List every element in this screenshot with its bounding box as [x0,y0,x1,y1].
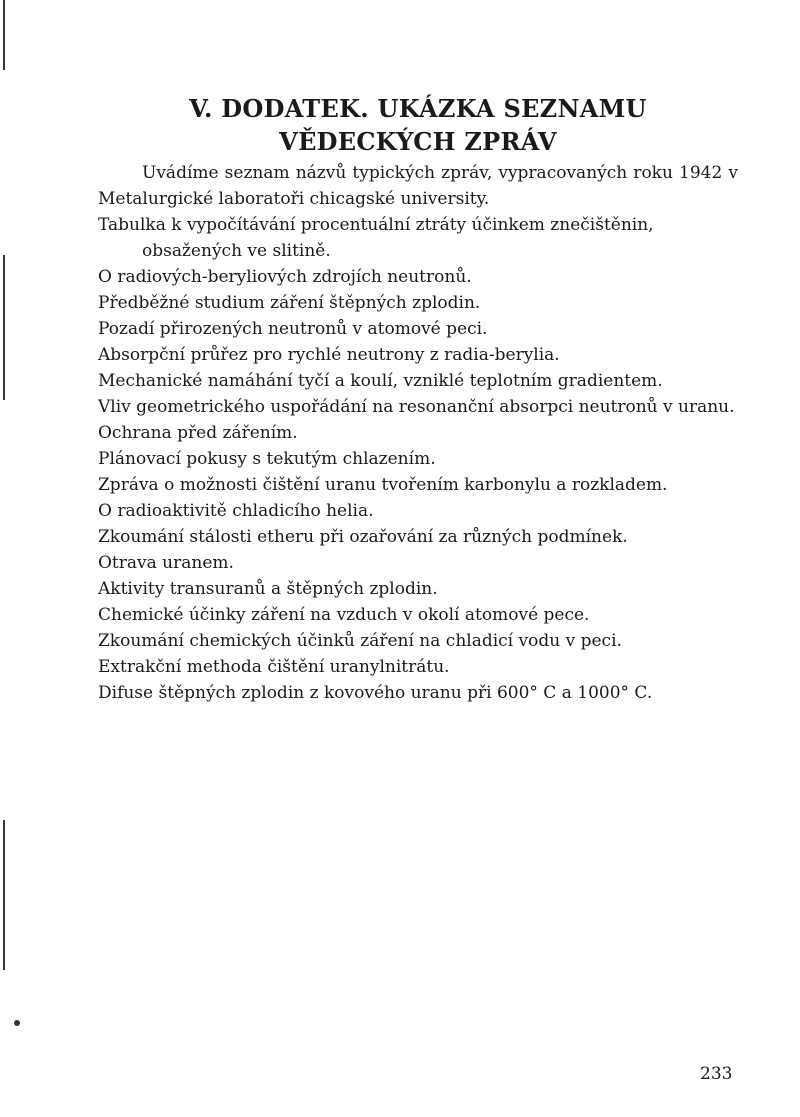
list-item: Předběžné studium záření štěpných zplodin. [98,293,481,313]
list-item: Zkoumání chemických účinků záření na chladicí vodu v peci. [98,631,622,651]
list-item: O radiových-beryliových zdrojích neutronů. [98,267,472,287]
list-item: Tabulka k vypočítávání procentuální ztráty účinkem znečištěnin, obsažených ve slitině. [98,215,654,261]
list-item: Pozadí přirozených neutronů v atomové peci. [98,319,488,339]
list-item: O radioaktivitě chladicího helia. [98,501,374,521]
list-item: Ochrana před zářením. [98,423,298,443]
page-title: V. DODATEK. UKÁZKA SEZNAMU VĚDECKÝCH ZPRÁV [189,94,647,157]
binding-edge-mark [3,820,5,970]
list-item: Otrava uranem. [98,553,234,573]
list-item: Vliv geometrického uspořádání na resonanční absorpci neutronů v uranu. [98,397,735,417]
list-item: Extrakční methoda čištění uranylnitrátu. [98,657,450,677]
list-item: Zkoumání stálosti etheru při ozařování za různých podmínek. [98,527,628,547]
list-item: Mechanické namáhání tyčí a koulí, vzniklé teplotním gradientem. [98,371,663,391]
list-item: Chemické účinky záření na vzduch v okolí atomové pece. [98,605,590,625]
binding-edge-mark [3,0,5,70]
list-item: Absorpční průřez pro rychlé neutrony z radia-berylia. [98,345,560,365]
scan-speck [14,1020,20,1026]
list-item: Plánovací pokusy s tekutým chlazením. [98,449,436,469]
list-item: Aktivity transuranů a štěpných zplodin. [98,579,438,599]
page-body [98,160,738,706]
page-number: 233 [700,1064,733,1084]
list-item: Difuse štěpných zplodin z kovového uranu při 600° C a 1000° C. [98,683,653,703]
list-item: Zpráva o možnosti čištění uranu tvořením karbonylu a rozkladem. [98,475,668,495]
report-list [98,212,738,706]
intro-paragraph: Uvádíme seznam názvů typických zpráv, vypracovaných roku 1942 v Metalurgické laboratoři chicagské university. [98,163,738,209]
binding-edge-mark [3,255,5,400]
